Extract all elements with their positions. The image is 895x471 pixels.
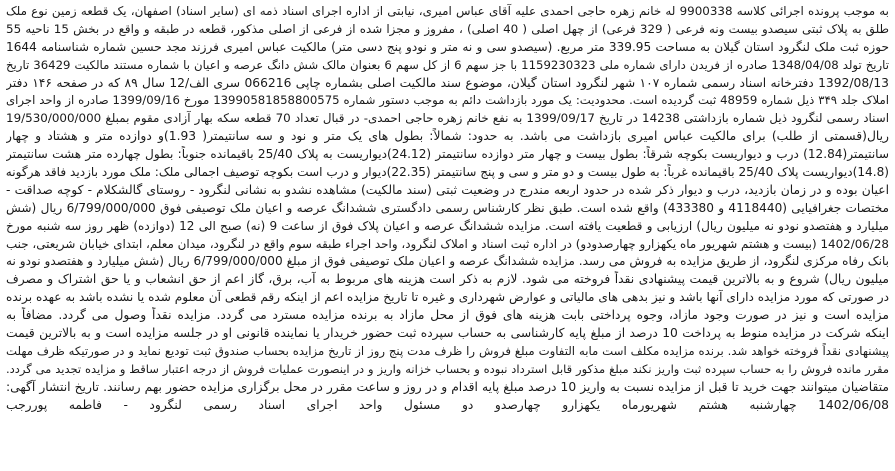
- notice-line-12: مختصات جغرافیایی (4118440 و 433380) واقع شده است. طبق نظر کارشناس رسمی دادگستری ششدانگ عرصه و اعیان ملک توصیفی فوق 6/799/000/000 ریال (شش: [6, 200, 889, 215]
- notice-line-13: میلیارد و هفتصدو نودو نه میلیون ریال) ارزیابی و قطعیت یافته است. مزایده ششدانگ عرصه و اعیان پلاک فوق از ساعت 9 (نه) صبح الی 12 (دوازده) ظهر روز سه شنبه مورخ: [6, 218, 889, 233]
- notice-line-17: در صورتی که مورد مزایده دارای آنها باشد و نیز بدهی های مالیاتی و عوارض شهرداری و غیره تا تاریخ مزایده اعم از اینکه رقم قطعی آن معلوم شده یا نشده باشد به عهده برنده: [6, 290, 889, 305]
- notice-line-23: 1402/06/08 چهارشنبه هشتم شهریورماه یکهزارو چهارصدو دو مسئول واحد اجرای اسناد رسمی لنگرود - فاطمه پوررجب: [6, 397, 889, 412]
- notice-line-2: طلق به پلاک ثبتی سیصدو بیست ونه فرعی ( 329 فرعی) از چهل اصلی ( 40 اصلی) ، مفروز و مجزا شده از فرعی از اصلی مذکور، قطعه در طبقه و واقع در بخش 15 ناحیه 55: [6, 21, 889, 36]
- notice-line-16: میلیون ریال) شروع و به بالاترین قیمت پیشنهادی نقداً فروخته می شود. لازم به ذکر است هزینه های مربوط به آب، برق، گاز اعم از حق انشعاب و یا حق اشتراک و مصرف: [6, 272, 889, 287]
- notice-line-21: مقرر مانده فروش را به حساب سپرده ثبت واریز نکند مبلغ مذکور قابل استرداد نبوده و بحساب خزانه واریز و در اینصورت عملیات فروش از درجه اعتبار ساقط و مزایده تجدید می گردد.: [6, 361, 889, 376]
- notice-line-11: اعیان بوده و در زمان بازدید، درب و دیوار ذکر شده در حدود اربعه مندرج در وضعیت ثبتی (سند مالکیت) مشاهده نشدو به نشانی لنگرود - روستای گالشکلام - کوچه صداقت -: [6, 182, 889, 197]
- notice-line-3: حوزه ثبت ملک لنگرود استان گیلان به مساحت 339.95 متر مربع. (سیصدو سی و نه متر و نودو پنج دسی متر) مالکیت عباس امیری فرزند مجد حسین شماره شناسنامه 1644: [6, 39, 889, 54]
- notice-line-24: [6, 414, 889, 432]
- notice-line-8: ریال(قسمتی از طلب) برای مالکیت عباس امیری بازداشت می باشد. به حدود: شمالاً: بطول های یک متر و نود و سه سانتیمتر( 1.93)و دوازده متر و هشتاد و چهار: [6, 129, 889, 144]
- notice-line-7: اسناد رسمی لنگرود ذیل شماره بازداشتی 14238 در تاریخ 1399/09/17 به نفع خانم زهره حاجی احمدی- در قبال تعداد 70 قطعه سکه بهار آزادی مقوم بمبلغ 19/530/000/000: [6, 111, 889, 126]
- notice-line-4: تاریخ تولد 1348/04/08 صادره از فریدن دارای شماره ملی 1159230323 با جز سهم 6 از کل سهم 6 بعنوان مالک شش دانگ عرصه و اعیان با شماره مستند مالکیت 36429 تاریخ: [6, 57, 889, 72]
- notice-line-10: (14.8)دیواریست پلاک 25/40 باقیمانده غرباً: به طول بیست و دو متر و سی و پنج سانتیمتر (22.35)دیوار و درب است بکوچه توصیف اجمالی ملک: ملک مورد بازدید فاقد هرگونه: [6, 165, 889, 180]
- notice-line-9: سانتیمتر(12.84) درب و دیواریست بکوچه شرقاً: بطول بیست و چهار متر دوازده سانتیمتر (24.12)دیواریست به پلاک 25/40 باقیمانده جنوباً: بطول چهارده متر هشت سانتیمتر: [6, 147, 889, 162]
- notice-line-1: به موجب پرونده اجرائی کلاسه 9900338 له خانم زهره حاجی احمدی علیه آقای عباس امیری، نیابتی از اداره اجرای اسناد ذمه ای (سایر اسناد) اصفهان، یک قطعه زمین نوع ملک: [6, 4, 889, 18]
- notice-line-5: 1392/08/13 دفترخانه اسناد رسمی شماره ۱۰۷ شهر لنگرود استان گیلان، موضوع سند مالکیت اصلی بشماره چاپی 066216 سری الف/12 سال ۸۹ که در صفحه ۱۴۶ دفتر: [6, 75, 889, 90]
- notice-line-14: 1402/06/28 (بیست و هشتم شهریور ماه یکهزارو چهارصدودو) در اداره ثبت اسناد و املاک لنگرود، واحد اجراء طبقه سوم واقع در لنگرود، میدان معلم، ابتدای خیابان شریعتی، جنب: [6, 236, 889, 251]
- notice-line-6: املاک جلد ۳۴۹ ذیل شماره 48959 ثبت گردیده است. محدودیت: یک مورد بازداشت دائم به موجب دستور شماره 13990581858800575 مورخ 1399/09/16 صادره از واحد اجرای: [6, 93, 889, 108]
- notice-line-15: بانک رفاه مرکزی لنگرود، از طریق مزایده به فروش می رسد. مزایده ششدانگ عرصه و اعیان ملک توصیفی فوق از مبلغ 6/799/000/000 ریال (شش میلیارد و هفتصدو نودو نه: [6, 254, 889, 269]
- notice-line-20: پیشنهادی نقداً فروخته خواهد شد. برنده مزایده مکلف است مابه التفاوت مبلغ فروش را ظرف مدت پنج روز از تاریخ مزایده بحساب صندوق ثبت تودیع نماید و در صورتیکه ظرف مهلت: [6, 343, 889, 358]
- notice-line-18: مزایده است و نیز در صورت وجود مازاد، وجوه پرداختی بابت هزینه های فوق از محل مازاد به برنده مزایده مسترد می گردد. مزایده نقداً وصول می گردد. مضافاً به: [6, 308, 889, 323]
- notice-line-22: متقاضیان میتوانند جهت خرید تا قبل از مزایده نسبت به واریز 10 درصد مبلغ پایه اقدام و در روز و ساعت مقرر در محل برگزاری مزایده حضور بهم رسانند. تاریخ انتشار آگهی:: [6, 379, 889, 394]
- notice-line-19: اینکه شرکت در مزایده منوط به پرداخت 10 درصد از مبلغ پایه کارشناسی به حساب سپرده ثبت حضور خریدار یا نماینده قانونی او در جلسه مزایده است و به بالاترین قیمت: [6, 326, 889, 341]
